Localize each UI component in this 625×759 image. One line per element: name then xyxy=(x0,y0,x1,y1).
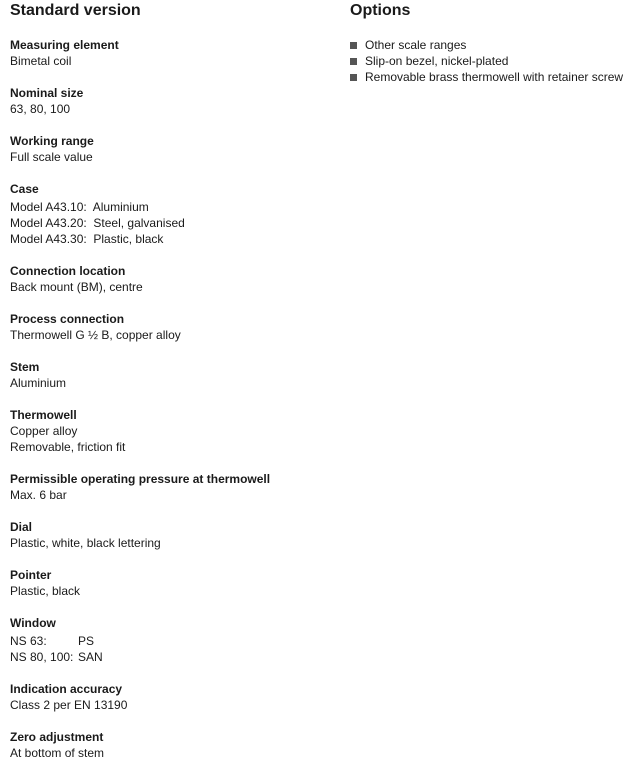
standard-version-column xyxy=(10,0,340,759)
standard-version-heading: Standard version xyxy=(10,2,141,19)
section-value: Bimetal coil xyxy=(10,54,72,68)
list-item xyxy=(350,69,622,85)
window-row-key: NS 80, 100: xyxy=(10,650,74,664)
section-title: Case xyxy=(10,182,39,196)
section-value: At bottom of stem xyxy=(10,746,105,759)
section-value: Full scale value xyxy=(10,150,93,164)
square-bullet-icon xyxy=(350,42,357,49)
options-heading: Options xyxy=(350,2,411,19)
section-value: Max. 6 bar xyxy=(10,488,67,502)
section-value: Plastic, black xyxy=(10,584,81,598)
window-row-value: PS xyxy=(78,634,95,648)
section-value: Model A43.10: Aluminium xyxy=(10,200,149,214)
option-label: Other scale ranges xyxy=(365,38,467,52)
section-zero-adjustment xyxy=(10,729,340,759)
section-value: Class 2 per EN 13190 xyxy=(10,698,128,712)
section-title: Dial xyxy=(10,520,33,534)
section-value: Thermowell G ½ B, copper alloy xyxy=(10,328,181,342)
section-title: Zero adjustment xyxy=(10,730,104,744)
option-label: Slip-on bezel, nickel-plated xyxy=(365,54,509,68)
option-label: Removable brass thermowell with retainer screw xyxy=(365,70,624,84)
section-value: Model A43.20: Steel, galvanised xyxy=(10,216,185,230)
section-value: Copper alloy xyxy=(10,424,78,438)
section-pointer xyxy=(10,567,340,599)
section-title: Indication accuracy xyxy=(10,682,123,696)
section-working-range xyxy=(10,133,340,165)
section-value: Removable, friction fit xyxy=(10,440,126,454)
section-operating-pressure xyxy=(10,471,340,503)
section-nominal-size xyxy=(10,85,340,117)
section-value: Back mount (BM), centre xyxy=(10,280,143,294)
section-dial xyxy=(10,519,340,551)
section-title: Permissible operating pressure at thermowell xyxy=(10,472,271,486)
square-bullet-icon xyxy=(350,58,357,65)
section-title: Working range xyxy=(10,134,94,148)
section-value: Plastic, white, black lettering xyxy=(10,536,161,550)
window-row xyxy=(10,633,340,649)
section-title: Connection location xyxy=(10,264,126,278)
window-row-key: NS 63: xyxy=(10,634,47,648)
window-row-value: SAN xyxy=(78,650,103,664)
standard-sections xyxy=(10,37,340,759)
options-list xyxy=(350,37,622,85)
section-value: Aluminium xyxy=(10,376,67,390)
list-item xyxy=(350,53,622,69)
section-title: Process connection xyxy=(10,312,125,326)
section-window xyxy=(10,615,340,665)
section-connection-location xyxy=(10,263,340,295)
section-value: 63, 80, 100 xyxy=(10,102,71,116)
section-case xyxy=(10,181,340,247)
options-column xyxy=(350,0,622,85)
section-indication-accuracy xyxy=(10,681,340,713)
section-process-connection xyxy=(10,311,340,343)
section-value: Model A43.30: Plastic, black xyxy=(10,232,164,246)
section-title: Window xyxy=(10,616,56,630)
window-row xyxy=(10,649,340,665)
square-bullet-icon xyxy=(350,74,357,81)
list-item xyxy=(350,37,622,53)
section-title: Nominal size xyxy=(10,86,84,100)
section-measuring-element xyxy=(10,37,340,69)
section-stem xyxy=(10,359,340,391)
section-title: Thermowell xyxy=(10,408,77,422)
section-title: Measuring element xyxy=(10,38,119,52)
section-title: Stem xyxy=(10,360,40,374)
section-title: Pointer xyxy=(10,568,52,582)
section-thermowell xyxy=(10,407,340,455)
